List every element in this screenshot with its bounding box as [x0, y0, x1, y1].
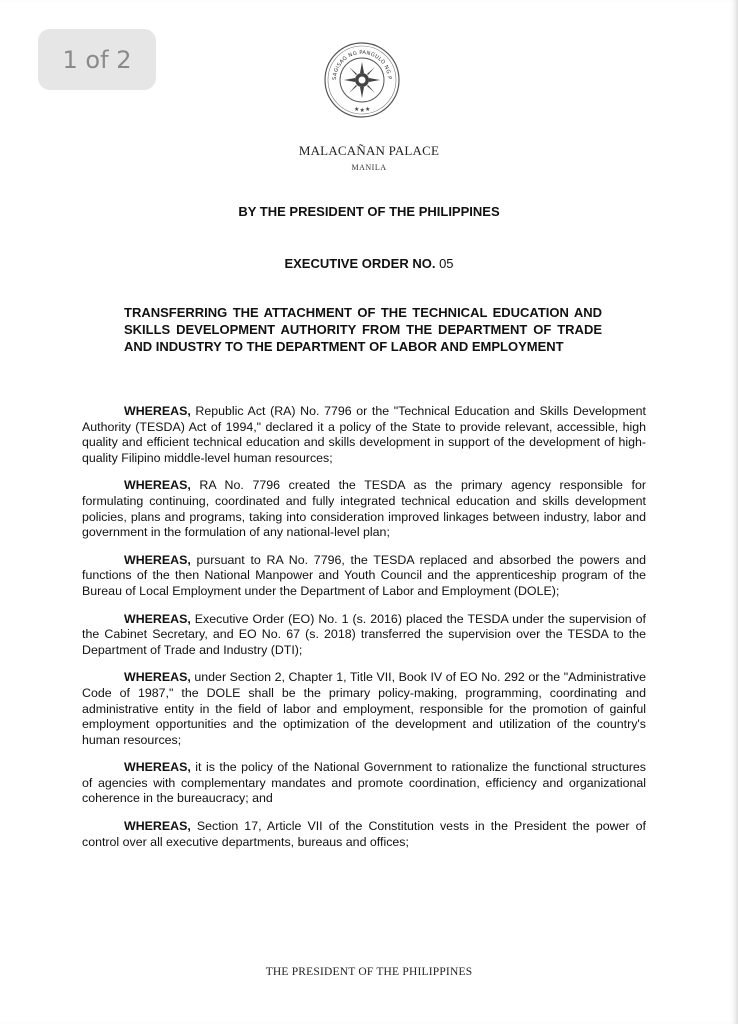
clause-keyword: WHEREAS,: [124, 760, 191, 775]
city-name: MANILA: [351, 163, 387, 172]
svg-text:★: ★: [354, 106, 360, 113]
clause-keyword: WHEREAS,: [124, 819, 191, 834]
whereas-clause: [82, 612, 646, 659]
eo-number: 05: [439, 256, 454, 271]
clause-text: pursuant to RA No. 7796, the TESDA replaced and absorbed the powers and functions of the then National Manpower and Youth Council and the apprenticeship program of the Bureau of Local Employment under the Department of Labor and Employment (DOLE);: [82, 552, 646, 598]
clause-text: Executive Order (EO) No. 1 (s. 2016) placed the TESDA under the supervision of the Cabinet Secretary, and EO No. 67 (s. 2018) transferred the supervision over the TESDA to the Department of Trade and Industry (DTI);: [82, 611, 646, 657]
clause-text: it is the policy of the National Government to rationalize the functional structures of agencies with complementary mandates and promote coordination, efficiency and organizational coherence in the bureaucracy; and: [82, 760, 646, 806]
seal-text: SAGISAG NG PANGULO NG P: [331, 49, 393, 81]
svg-text:SAGISAG NG PANGULO NG PILIPINA: [322, 40, 392, 80]
whereas-clause: [82, 404, 646, 466]
whereas-clause: [82, 478, 646, 540]
issuer-heading: BY THE PRESIDENT OF THE PHILIPPINES: [238, 204, 500, 219]
whereas-clause: [82, 553, 646, 600]
whereas-clause: [82, 760, 646, 807]
clause-text: RA No. 7796 created the TESDA as the primary agency responsible for formulating continuing, coordinated and fully integrated technical education and skills development policies, plans and programs, taking into consideration improved linkages between industry, labor and government in the formulation of any national-level plan;: [82, 478, 646, 540]
clause-keyword: WHEREAS,: [124, 552, 191, 567]
eo-label: EXECUTIVE ORDER NO.: [284, 256, 436, 271]
svg-text:★: ★: [359, 107, 365, 114]
clause-keyword: WHEREAS,: [124, 611, 191, 626]
clause-text: Republic Act (RA) No. 7796 or the "Technical Education and Skills Development Authority (TESDA) Act of 1994," declared it a policy of the State to provide relevant, accessible, high quality and efficient technical education and skills development in support of the development of high-quality Filipino middle-level human resources;: [82, 404, 646, 465]
page-footer: THE PRESIDENT OF THE PHILIPPINES: [265, 966, 473, 978]
palace-name: MALACAÑAN PALACE: [298, 143, 440, 158]
clause-text: under Section 2, Chapter 1, Title VII, Book IV of EO No. 292 or the "Administrative Code of 1987," the DOLE shall be the primary policy-making, programming, coordinating and administrative entity in the field of labor and employment, responsible for the promotion of gainful employment opportunities and the optimization of the development and utilization of the country's human resources;: [82, 670, 646, 747]
clause-keyword: WHEREAS,: [124, 478, 191, 493]
document-body: [82, 404, 646, 862]
presidential-seal-icon: [322, 40, 402, 120]
clause-text: Section 17, Article VII of the Constitution vests in the President the power of control over all executive departments, bureaus and offices;: [82, 819, 646, 849]
clause-keyword: WHEREAS,: [124, 670, 191, 685]
whereas-clause: [82, 670, 646, 748]
whereas-clause: [82, 819, 646, 850]
svg-text:★: ★: [365, 106, 371, 113]
clause-keyword: WHEREAS,: [124, 404, 191, 418]
page-indicator: 1 of 2: [38, 29, 156, 90]
order-title: TRANSFERRING THE ATTACHMENT OF THE TECHNICAL EDUCATION AND SKILLS DEVELOPMENT AUTHORITY FROM THE DEPARTMENT OF TRADE AND INDUSTRY TO THE DEPARTMENT OF LABOR AND EMPLOYMENT: [124, 305, 602, 354]
executive-order-number: [0, 256, 738, 271]
